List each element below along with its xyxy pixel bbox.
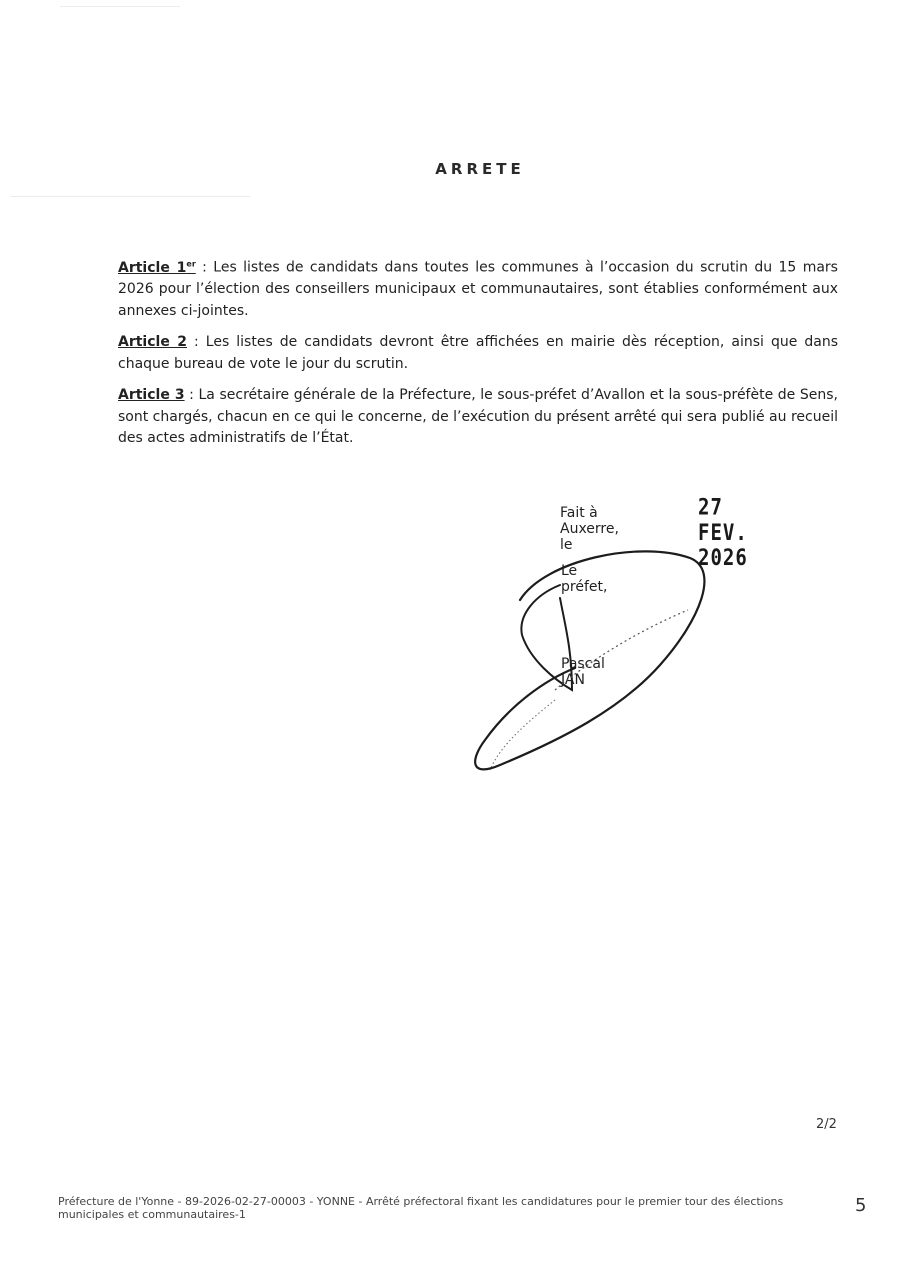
article-2-text: : Les listes de candidats devront être affichées en mairie dès réception, ainsi que dans chaque bureau de vote le jour du scrutin. <box>118 334 838 372</box>
article-1 <box>118 253 838 322</box>
article-2 <box>118 332 838 375</box>
articles-section <box>118 253 838 460</box>
signature-lower-stroke <box>490 700 555 770</box>
article-1-text: : Les listes de candidats dans toutes les communes à l’occasion du scrutin du 15 mars 2026 pour l’élection des conseillers municipaux et communautaires, sont établies conformément aux annexes ci-jointes. <box>118 259 838 319</box>
scan-artifact-left <box>10 196 250 197</box>
place-date-label: Fait à Auxerre, le <box>560 505 619 553</box>
article-3 <box>118 385 838 450</box>
footer-text: Préfecture de l'Yonne - 89-2026-02-27-00003 - YONNE - Arrêté préfectoral fixant les candidatures pour le premier tour des élections municipales et communautaires-1 <box>58 1195 784 1221</box>
scan-artifact-top <box>60 6 180 7</box>
article-2-label: Article 2 <box>118 334 188 351</box>
date-stamp: 27 FEV. 2026 <box>698 495 748 571</box>
footer-number: 5 <box>855 1195 867 1216</box>
document-title: ARRETE <box>435 160 525 178</box>
page-number: 2/2 <box>816 1117 837 1132</box>
article-3-text: : La secrétaire générale de la Préfecture, le sous-préfet d’Avallon et la sous-préfète de Sens, sont chargés, chacun en ce qui le concerne, de l’exécution du présent arrêté qui sera publié au recueil des actes administratifs de l’État. <box>118 387 838 447</box>
signatory-role: Le préfet, <box>561 563 608 595</box>
article-1-label: Article 1er <box>118 259 196 276</box>
article-3-label: Article 3 <box>118 387 185 404</box>
signatory-name: Pascal JAN <box>561 656 605 688</box>
